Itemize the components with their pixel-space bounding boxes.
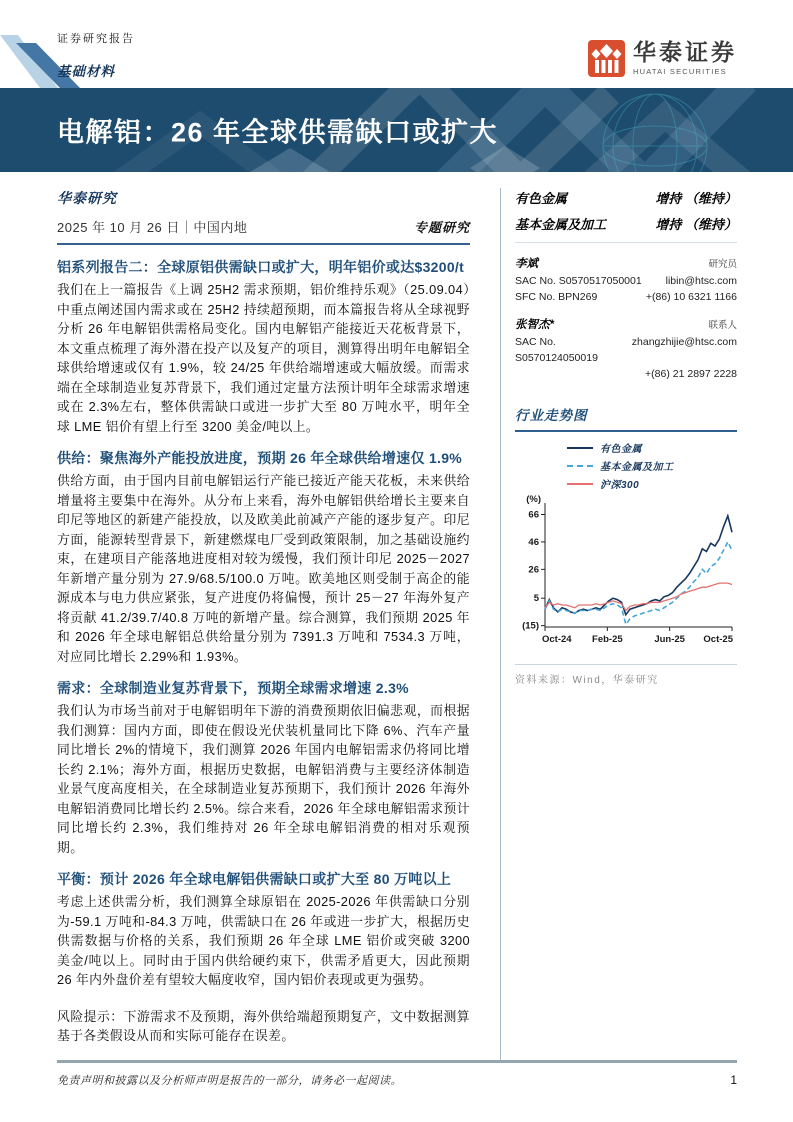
research-label: 华泰研究 (57, 190, 117, 206)
left-column (57, 188, 470, 1060)
rating-row (515, 188, 737, 207)
section-heading: 需求：全球制造业复苏背景下，预期全球需求增速 2.3% (57, 680, 409, 696)
svg-text:46: 46 (528, 536, 539, 548)
rating-value: 增持 （维持） (655, 217, 737, 232)
svg-text:Jun-25: Jun-25 (654, 634, 685, 645)
legend-item (567, 458, 737, 473)
legend-line-sample (567, 483, 593, 485)
page-title: 电解铝：26 年全球供需缺口或扩大 (57, 117, 499, 148)
brand-name-en: HUATAI SECURITIES (633, 67, 727, 76)
analysts-block (515, 256, 737, 382)
chart-title: 行业走势图 (515, 404, 737, 432)
svg-text:5: 5 (533, 593, 539, 605)
section-heading: 平衡：预计 2026 年全球电解铝供需缺口或扩大至 80 万吨以上 (57, 871, 452, 887)
analyst-sac: SAC No. S0570517050001 (515, 275, 642, 287)
svg-text:Feb-25: Feb-25 (592, 634, 623, 645)
svg-text:66: 66 (528, 509, 539, 521)
section-body: 我们认为市场当前对于电解铝明年下游的消费预期依旧偏悲观，而根据我们测算：国内方面，即使在假设光伏装机量同比下降 6%、汽车产量同比增长 2%的情境下，我们测算 2026 年国内电解铝需求仍将同比增长约 2.1%；海外方面，根据历史数据，电解铝消费与主要经济体制造业景气度高度相关，在全球制造业复苏预期下，我们预计 2026 年海外电解铝消费同比增长约 2.5%。综合来看，2026 年全球电解铝需求预计同比增长约 2.3%，我们维持对 26 年全球电解铝消费的相对乐观预期。 (57, 703, 470, 855)
analyst-sac: SAC No. S0570124050019 (515, 336, 598, 364)
brand-name-cn: 华泰证券 (633, 39, 737, 65)
analyst-name: 张智杰* (515, 319, 554, 331)
analyst-name: 李斌 (515, 258, 538, 270)
analyst-phone: +(86) 21 2897 2228 (645, 368, 737, 380)
date-row (57, 217, 470, 245)
section-body: 我们在上一篇报告《上调 25H2 需求预期，铝价维持乐观》（25.09.04）中重点阐述国内需求或在 25H2 持续超预期，而本篇报告将从全球视野分析 26 年电解铝供需格局变化。国内电解铝产能接近天花板背景下，本文重点梳理了海外潜在投产以及复产的项目，测算得出明年电解铝全球供给增速或仅有 1.9%，较 24/25 年供给端增速或大幅放缓。而需求端在全球制造业复苏背景下，我们通过定量方法预计明年全球需求增速或在 2.3%左右，整体供需缺口或进一步扩大至 80 万吨水平，明年全球 LME 铝价有望上行至 3200 美金/吨以上。 (57, 282, 470, 434)
rating-sector: 有色金属 (515, 191, 568, 206)
chart-source: 资料来源：Wind，华泰研究 (515, 664, 737, 686)
industry-trend-block (515, 404, 737, 686)
risk-warning: 风险提示：下游需求不及预期，海外供给端超预期复产，文中数据测算基于各类假设从而和实际可能存在误差。 (57, 1008, 470, 1043)
title-banner (0, 88, 793, 172)
analyst-email: zhangzhijie@htsc.com (631, 336, 737, 348)
report-date: 2025 年 10 月 26 日｜中国内地 (57, 220, 248, 235)
rating-row (515, 214, 737, 233)
analyst-phone: +(86) 10 6321 1166 (645, 291, 737, 303)
trend-line-chart (515, 491, 736, 651)
svg-text:(%): (%) (526, 494, 541, 505)
section-supply (57, 449, 470, 666)
svg-text:Oct-25: Oct-25 (703, 634, 733, 645)
section-demand (57, 679, 470, 857)
right-column (500, 188, 737, 1060)
rating-sector: 基本金属及加工 (515, 217, 607, 232)
section-body: 考虑上述供需分析，我们测算全球原铝在 2025-2026 年供需缺口分别为-59.1 万吨和-84.3 万吨，供需缺口在 26 年或进一步扩大，根据历史供需数据与价格的关系，我们预期 26 年全球 LME 铝价或突破 3200 美金/吨以上。同时由于国内供给硬约束下，供需矛盾更大，因此预期 26 年内外盘价差有望较大幅度收窄，国内铝价表现或更为强势。 (57, 894, 470, 987)
analyst-role: 联系人 (708, 320, 737, 331)
legend-label: 沪深300 (600, 480, 640, 491)
analyst-email: libin@htsc.com (665, 275, 737, 287)
sector-label: 基础材料 (57, 64, 115, 79)
legend-line-sample (567, 465, 593, 467)
section-body: 供给方面，由于国内目前电解铝运行产能已接近产能天花板，未来供给增量将主要集中在海外。从分布上来看，海外电解铝供给增长主要来自印尼等地区的新建产能投放，以及欧美此前减产产能的逐步复产。印尼方面，能源转型背景下，新建燃煤电厂受到政策限制，加之基础设施约束，在建项目产能落地进度相对较为缓慢，我们预计印尼 2025－2027 年新增产量分别为 27.9/68.5/100.0 万吨。欧美地区则受制于高企的能源成本与电力供应紧张，复产进度仍将偏慢，预计 25－27 年海外复产将贡献 41.2/39.7/40.8 万吨的新增产量。综合测算，我们预期 2025 年和 2026 年全球电解铝总供给量分别为 7391.3 万吨和 7534.3 万吨，对应同比增长 2.29%和 1.93%。 (57, 473, 470, 664)
huatai-logo-icon (588, 40, 625, 77)
analyst-card (515, 317, 737, 382)
report-type-label: 证券研究报告 (57, 33, 135, 45)
report-category: 专题研究 (413, 220, 470, 235)
page-number: 1 (730, 1073, 737, 1087)
legend-item (567, 440, 737, 455)
brand-block (588, 40, 737, 77)
section-heading: 铝系列报告二：全球原铝供需缺口或扩大，明年铝价或达$3200/t (57, 259, 465, 275)
analyst-role: 研究员 (708, 259, 737, 270)
analyst-sfc: SFC No. BPN269 (515, 291, 598, 303)
page-footer (57, 1060, 737, 1088)
analyst-card (515, 256, 737, 305)
ratings-block (515, 188, 737, 243)
chart-legend (567, 440, 737, 491)
section-balance (57, 870, 470, 990)
svg-text:26: 26 (528, 564, 539, 576)
section-heading: 供给：聚焦海外产能投放进度，预期 26 年全球供给增速仅 1.9% (57, 450, 463, 466)
legend-label: 基本金属及加工 (600, 462, 674, 473)
section-summary (57, 258, 470, 436)
disclaimer-text: 免责声明和披露以及分析师声明是报告的一部分，请务必一起阅读。 (57, 1075, 402, 1087)
legend-item (567, 476, 737, 491)
legend-line-sample (567, 447, 593, 449)
legend-label: 有色金属 (600, 444, 642, 455)
svg-text:(15): (15) (522, 620, 539, 632)
svg-text:Oct-24: Oct-24 (542, 634, 572, 645)
rating-value: 增持 （维持） (655, 191, 737, 206)
